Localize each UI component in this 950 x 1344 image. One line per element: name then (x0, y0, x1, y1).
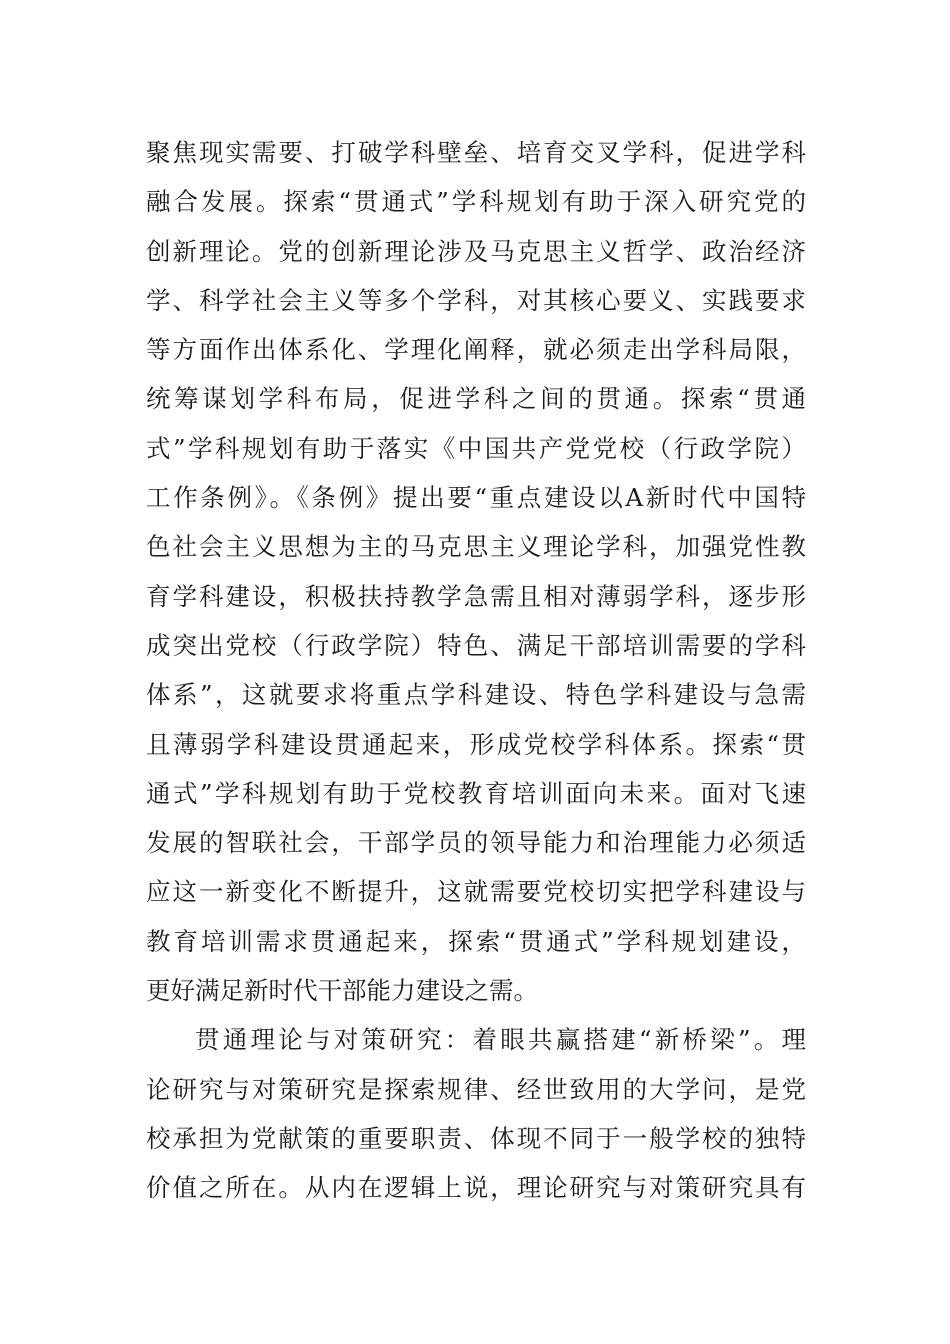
text-line: 融合发展。探索“贯通式”学科规划有助于深入研究党的 (146, 187, 806, 217)
text-line: 等方面作出体系化、学理化阐释，就必须走出学科局限， (146, 335, 806, 365)
text-line: 应这一新变化不断提升，这就需要党校切实把学科建设与 (146, 877, 806, 907)
text-line: 通式”学科规划有助于党校教育培训面向未来。面对飞速 (146, 778, 806, 808)
text-line: 育学科建设，积极扶持教学急需且相对薄弱学科，逐步形 (146, 581, 806, 611)
text-line: 教育培训需求贯通起来，探索“贯通式”学科规划建设， (146, 926, 806, 956)
text-line: 校承担为党献策的重要职责、体现不同于一般学校的独特 (146, 1123, 806, 1153)
text-line: 更好满足新时代干部能力建设之需。 (146, 976, 538, 1006)
text-line: 论研究与对策研究是探索规律、经世致用的大学问，是党 (146, 1074, 806, 1104)
paragraph-1 (146, 128, 806, 1015)
body-text (146, 128, 806, 1213)
text-line: 统筹谋划学科布局，促进学科之间的贯通。探索“贯通 (146, 384, 806, 414)
text-line: 体系”，这就要求将重点学科建设、特色学科建设与急需 (146, 680, 806, 710)
paragraph-2 (146, 1015, 806, 1212)
text-line: 贯通理论与对策研究：着眼共赢搭建“新桥梁”。理 (195, 1025, 806, 1055)
text-line: 学、科学社会主义等多个学科，对其核心要义、实践要求 (146, 285, 806, 315)
text-line: 价值之所在。从内在逻辑上说，理论研究与对策研究具有 (146, 1173, 806, 1203)
text-line: 式”学科规划有助于落实《中国共产党党校（行政学院） (146, 433, 806, 463)
text-line: 色社会主义思想为主的马克思主义理论学科，加强党性教 (146, 532, 806, 562)
text-line: 成突出党校（行政学院）特色、满足干部培训需要的学科 (146, 630, 806, 660)
text-line: 聚焦现实需要、打破学科壁垒、培育交叉学科，促进学科 (146, 138, 806, 167)
text-line: 工作条例》。《条例》提出要“重点建设以A新时代中国特 (146, 483, 806, 513)
text-line: 发展的智联社会，干部学员的领导能力和治理能力必须适 (146, 828, 806, 858)
text-line: 且薄弱学科建设贯通起来，形成党校学科体系。探索“贯 (146, 729, 806, 759)
text-line: 创新理论。党的创新理论涉及马克思主义哲学、政治经济 (146, 236, 806, 266)
